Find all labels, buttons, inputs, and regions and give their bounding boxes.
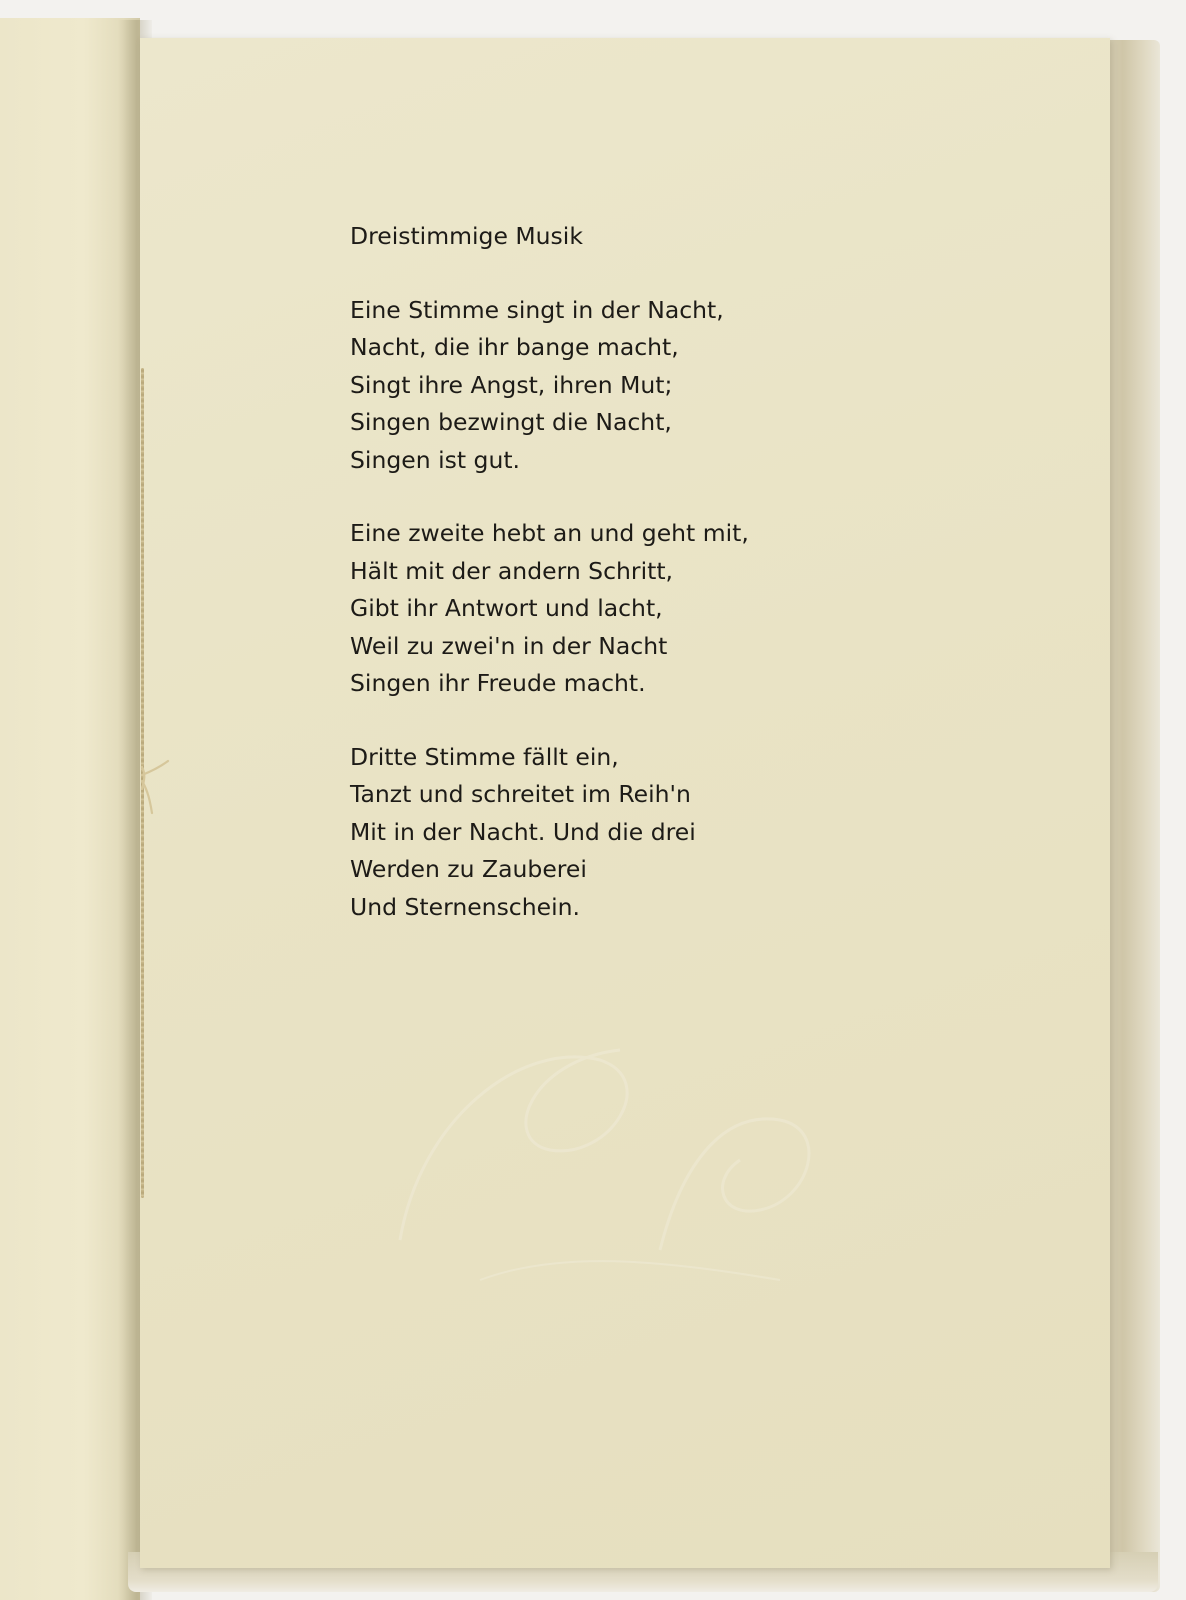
poem xyxy=(350,218,870,962)
poem-line: Und Sternenschein. xyxy=(350,892,580,921)
poem-line: Eine zweite hebt an und geht mit, xyxy=(350,519,749,547)
poem-line: Singt ihre Angst, ihren Mut; xyxy=(350,370,673,399)
paper-watermark xyxy=(360,1000,860,1300)
poem-line: Hält mit der andern Schritt, xyxy=(350,556,673,585)
stanza-1 xyxy=(350,292,870,480)
poem-line: Singen ihr Freude macht. xyxy=(350,669,646,697)
poem-line: Gibt ihr Antwort und lacht, xyxy=(350,594,663,622)
poem-line: Singen ist gut. xyxy=(350,445,521,474)
poem-line: Dritte Stimme fällt ein, xyxy=(350,742,619,771)
poem-line: Mit in der Nacht. Und die drei xyxy=(350,817,696,846)
poem-line: Werden zu Zauberei xyxy=(350,855,587,883)
poem-line: Tanzt und schreitet im Reih'n xyxy=(350,780,691,808)
poem-line: Weil zu zwei'n in der Nacht xyxy=(350,631,668,660)
poem-line: Singen bezwingt die Nacht, xyxy=(350,408,672,436)
binding-knot-icon xyxy=(132,755,172,815)
poem-title: Dreistimmige Musik xyxy=(350,222,583,250)
stanza-2 xyxy=(350,515,870,703)
poem-line: Eine Stimme singt in der Nacht, xyxy=(350,295,724,324)
poem-line: Nacht, die ihr bange macht, xyxy=(350,333,679,361)
stanza-3 xyxy=(350,739,870,927)
